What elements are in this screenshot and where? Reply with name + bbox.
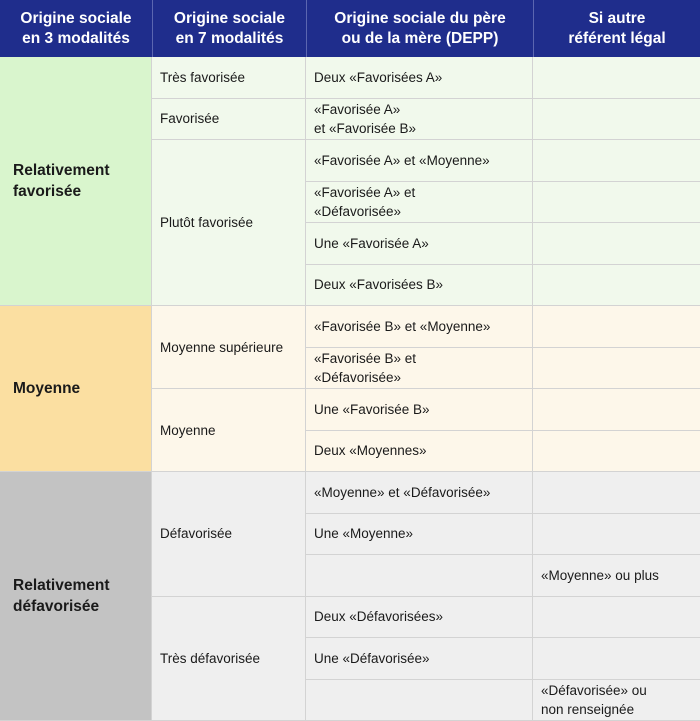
depp-cell: «Favorisée A» et «Favorisée B» — [306, 99, 533, 141]
autre-referent-cell — [533, 514, 700, 556]
depp-cell: Deux «Favorisées A» — [306, 57, 533, 99]
subgroup-label: Favorisée — [152, 99, 306, 141]
autre-referent-cell: «Défavorisée» ou non renseignée — [533, 680, 700, 721]
autre-referent-cell — [533, 472, 700, 514]
group-label-moyenne: Moyenne — [0, 306, 152, 472]
depp-cell: Une «Moyenne» — [306, 514, 533, 556]
depp-cell — [306, 680, 533, 721]
depp-cell: «Favorisée B» et «Moyenne» — [306, 306, 533, 348]
depp-cell — [306, 555, 533, 597]
autre-referent-cell — [533, 306, 700, 348]
autre-referent-cell — [533, 348, 700, 390]
depp-cell: Deux «Favorisées B» — [306, 265, 533, 307]
autre-referent-cell — [533, 431, 700, 473]
autre-referent-cell — [533, 99, 700, 141]
autre-referent-cell — [533, 140, 700, 182]
depp-cell: Une «Défavorisée» — [306, 638, 533, 680]
autre-referent-cell — [533, 597, 700, 639]
subgroup-label: Moyenne supérieure — [152, 306, 306, 389]
depp-cell: Une «Favorisée A» — [306, 223, 533, 265]
subgroup-label: Plutôt favorisée — [152, 140, 306, 306]
autre-referent-cell: «Moyenne» ou plus — [533, 555, 700, 597]
group-label-defavorisee: Relativement défavorisée — [0, 472, 152, 721]
subgroup-label: Défavorisée — [152, 472, 306, 597]
autre-referent-cell — [533, 265, 700, 307]
header-autre-referent: Si autre référent légal — [533, 0, 700, 57]
depp-cell: «Favorisée A» et «Moyenne» — [306, 140, 533, 182]
group-label-favorisee: Relativement favorisée — [0, 57, 152, 306]
autre-referent-cell — [533, 182, 700, 224]
header-7-modalites: Origine sociale en 7 modalités — [152, 0, 306, 57]
autre-referent-cell — [533, 57, 700, 99]
depp-cell: «Favorisée B» et «Défavorisée» — [306, 348, 533, 390]
subgroup-label: Très favorisée — [152, 57, 306, 99]
autre-referent-cell — [533, 389, 700, 431]
depp-cell: «Moyenne» et «Défavorisée» — [306, 472, 533, 514]
depp-cell: «Favorisée A» et «Défavorisée» — [306, 182, 533, 224]
depp-cell: Deux «Moyennes» — [306, 431, 533, 473]
depp-cell: Une «Favorisée B» — [306, 389, 533, 431]
subgroup-label: Très défavorisée — [152, 597, 306, 721]
autre-referent-cell — [533, 638, 700, 680]
header-3-modalites: Origine sociale en 3 modalités — [0, 0, 152, 57]
subgroup-label: Moyenne — [152, 389, 306, 472]
depp-cell: Deux «Défavorisées» — [306, 597, 533, 639]
header-depp: Origine sociale du père ou de la mère (DEPP) — [306, 0, 533, 57]
autre-referent-cell — [533, 223, 700, 265]
